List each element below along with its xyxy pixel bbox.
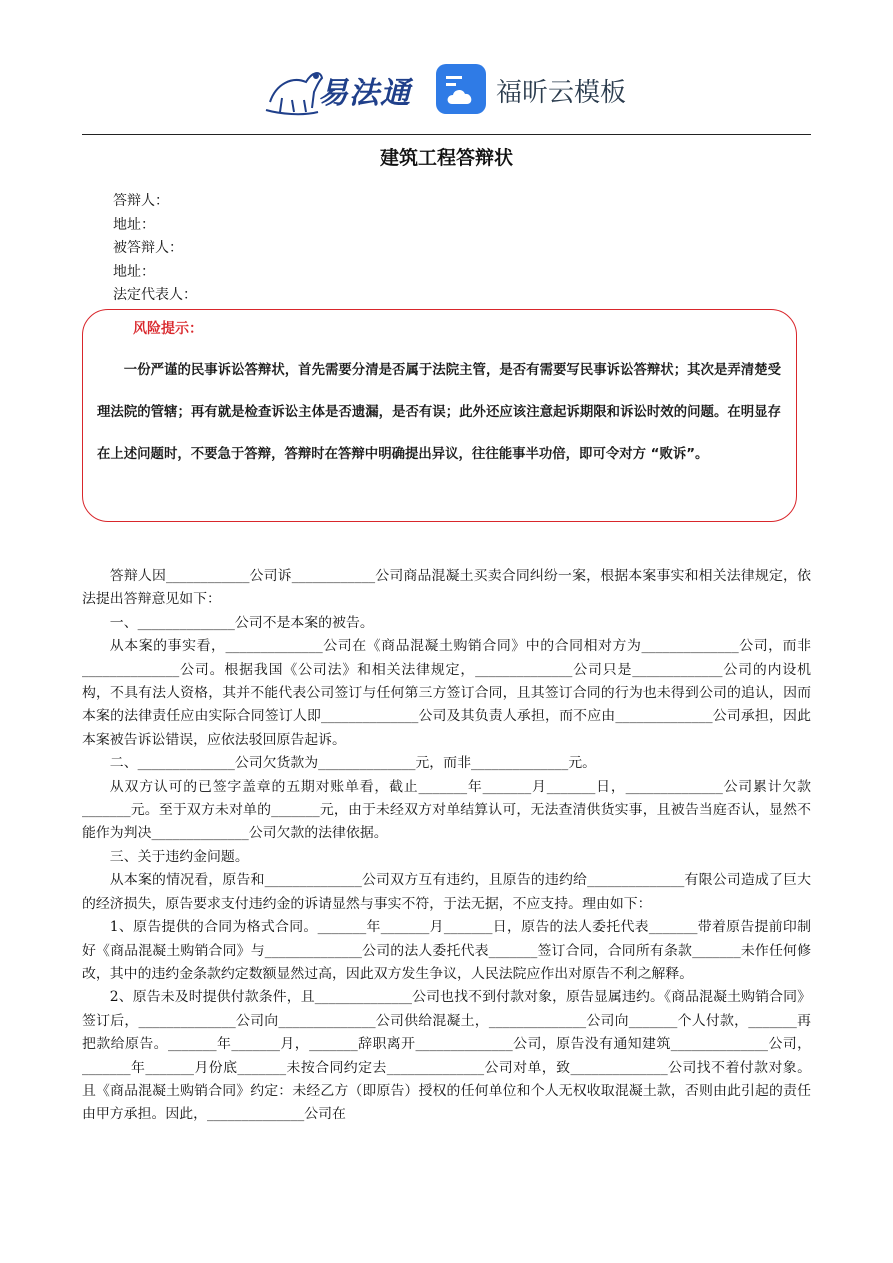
logo2-text: 福昕云模板 <box>496 78 627 108</box>
party-list <box>113 190 197 308</box>
page-header <box>0 58 893 128</box>
risk-title: 风险提示： <box>133 321 203 337</box>
party-line: 被答辩人： <box>113 240 183 256</box>
body-paragraph: 答辩人因____________公司诉____________公司商品混凝土买卖合同纠纷一案，根据本案事实和相关法律规定，依法提出答辩意见如下： <box>82 568 811 608</box>
risk-warning-box <box>82 309 797 522</box>
risk-body: 一份严谨的民事诉讼答辩状，首先需要分清是否属于法院主管，是否有需要写民事诉讼答辩状；其次是弄清楚受理法院的管辖；再有就是检查诉讼主体是否遗漏，是否有误；此外还应该注意起诉期限和诉讼时效的问题。在明显存在上述问题时，不要急于答辩，答辩时在答辩中明确提出异议，往往能事半功倍，即可令对方 “败诉”。 <box>97 363 781 462</box>
body-paragraph: 2、原告未及时提供付款条件，且______________公司也找不到付款对象，原告显属违约。《商品混凝土购销合同》签订后，______________公司向______________公司供给混凝土，______________公司向_______个人付款，_______再把款给原告。_______年_______月，_______辞职离开______________公司，原告没有通知建筑______________公司，_______年_______月份底_______未按合同约定去______________公司对单，致______________公司找不着付款对象。且《商品混凝土购销合同》约定：未经乙方（即原告）授权的任何单位和个人无权收取混凝土款，否则由此引起的责任由甲方承担。因此，______________公司在 <box>82 989 811 1123</box>
party-line: 答辩人： <box>113 193 169 209</box>
body-paragraph: 从双方认可的已签字盖章的五期对账单看，截止_______年_______月_______日，______________公司累计欠款_______元。至于双方未对单的_______元，由于未经双方对单结算认可，无法查清供货实事，且被告当庭否认，显然不能作为判决______________公司欠款的法律依据。 <box>82 778 811 842</box>
party-line: 地址： <box>113 263 155 280</box>
body-paragraph: 三、关于违约金问题。 <box>109 848 249 865</box>
document-body <box>82 565 811 1127</box>
header-divider <box>82 134 811 135</box>
party-line: 法定代表人： <box>113 287 197 303</box>
body-paragraph: 1、原告提供的合同为格式合同。_______年_______月_______日，原告的法人委托代表_______带着原告提前印制好《商品混凝土购销合同》与______________公司的法人委托代表_______签订合同，合同所有条款_______未作任何修改，其中的违约金条款约定数额显然过高，因此双方发生争议，人民法院应作出对原告不利之解释。 <box>82 919 811 982</box>
body-paragraph: 二、______________公司欠货款为______________元，而非______________元。 <box>109 755 596 772</box>
body-paragraph: 从本案的情况看，原告和______________公司双方互有违约，且原告的违约给______________有限公司造成了巨大的经济损失，原告要求支付违约金的诉请显然与事实不符，于法无据，不应支持。理由如下： <box>82 872 811 912</box>
body-paragraph: 从本案的事实看，______________公司在《商品混凝土购销合同》中的合同相对方为______________公司，而非______________公司。根据我国《公司法》和相关法律规定，______________公司只是_____________公司的内设机构，不具有法人资格，其并不能代表公司签订与任何第三方签订合同，且其签订合同的行为也未得到公司的追认，因而本案的法律责任应由实际合同签订人即______________公司及其负责人承担，而不应由______________公司承担，因此本案被告诉讼错误，应依法驳回原告起诉。 <box>82 638 811 748</box>
cloud-logo-icon <box>436 64 486 114</box>
body-paragraph: 一、______________公司不是本案的被告。 <box>109 614 374 631</box>
document-title: 建筑工程答辩状 <box>379 147 513 169</box>
party-line: 地址： <box>113 216 155 233</box>
logo1-text: 易法通 <box>318 76 411 111</box>
